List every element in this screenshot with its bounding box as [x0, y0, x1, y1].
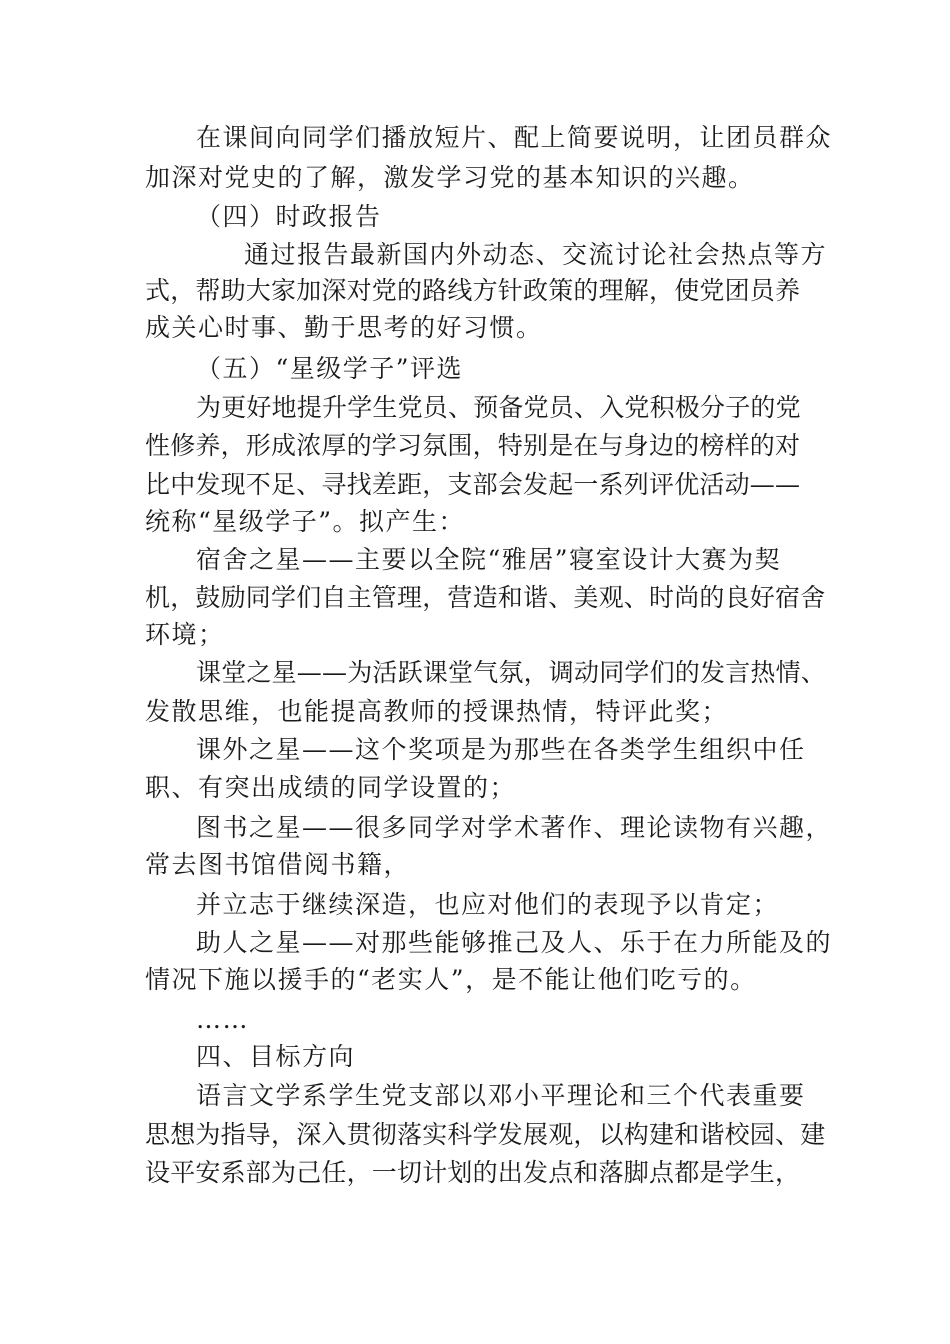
- text-line: 常去图书馆借阅书籍，: [145, 850, 411, 879]
- text-line: 宿舍之星——主要以全院“雅居”寝室设计大赛为契: [196, 545, 782, 574]
- text-line: 式，帮助大家加深对党的路线方针政策的理解，使党团员养: [145, 276, 801, 305]
- text-line: 统称“星级学子”。拟产生：: [145, 507, 466, 536]
- text-line: 在课间向同学们播放短片、配上简要说明，让团员群众: [196, 123, 833, 152]
- text-line: 环境；: [145, 620, 225, 649]
- text-line: 图书之星——很多同学对学术著作、理论读物有兴趣，: [196, 813, 833, 842]
- section-heading: 四、目标方向: [196, 1042, 356, 1071]
- text-line: 通过报告最新国内外动态、交流讨论社会热点等方: [244, 240, 828, 269]
- text-line: 设平安系部为己任，一切计划的出发点和落脚点都是学生，: [145, 1158, 801, 1187]
- text-line: 机，鼓励同学们自主管理，营造和谐、美观、时尚的良好宿舍: [145, 583, 826, 612]
- text-line: 课堂之星——为活跃课堂气氛，调动同学们的发言热情、: [196, 658, 827, 687]
- text-line: 语言文学系学生党支部以邓小平理论和三个代表重要: [196, 1081, 806, 1110]
- section-heading: （四）时政报告: [196, 202, 382, 231]
- text-line: 职、有突出成绩的同学设置的；: [145, 773, 517, 802]
- text-line: 思想为指导，深入贯彻落实科学发展观，以构建和谐校园、建: [145, 1120, 826, 1149]
- text-line: 课外之星——这个奖项是为那些在各类学生组织中任: [196, 735, 806, 764]
- text-line: 并立志于继续深造，也应对他们的表现予以肯定；: [196, 890, 780, 919]
- text-line: 加深对党史的了解，激发学习党的基本知识的兴趣。: [145, 163, 755, 192]
- text-line: 成关心时事、勤于思考的好习惯。: [145, 313, 543, 342]
- text-line: 为更好地提升学生党员、预备党员、入党积极分子的党: [196, 393, 801, 422]
- text-line: 情况下施以援手的“老实人”，是不能让他们吃亏的。: [145, 965, 757, 994]
- text-line: 比中发现不足、寻找差距，支部会发起一系列评优活动——: [145, 470, 801, 499]
- text-line: 助人之星——对那些能够推己及人、乐于在力所能及的: [196, 928, 833, 957]
- text-line: 发散思维，也能提高教师的授课热情，特评此奖；: [145, 697, 729, 726]
- text-line: 性修养，形成浓厚的学习氛围，特别是在与身边的榜样的对: [145, 431, 801, 460]
- ellipsis: ……: [196, 1005, 249, 1034]
- section-heading: （五）“星级学子”评选: [196, 354, 464, 383]
